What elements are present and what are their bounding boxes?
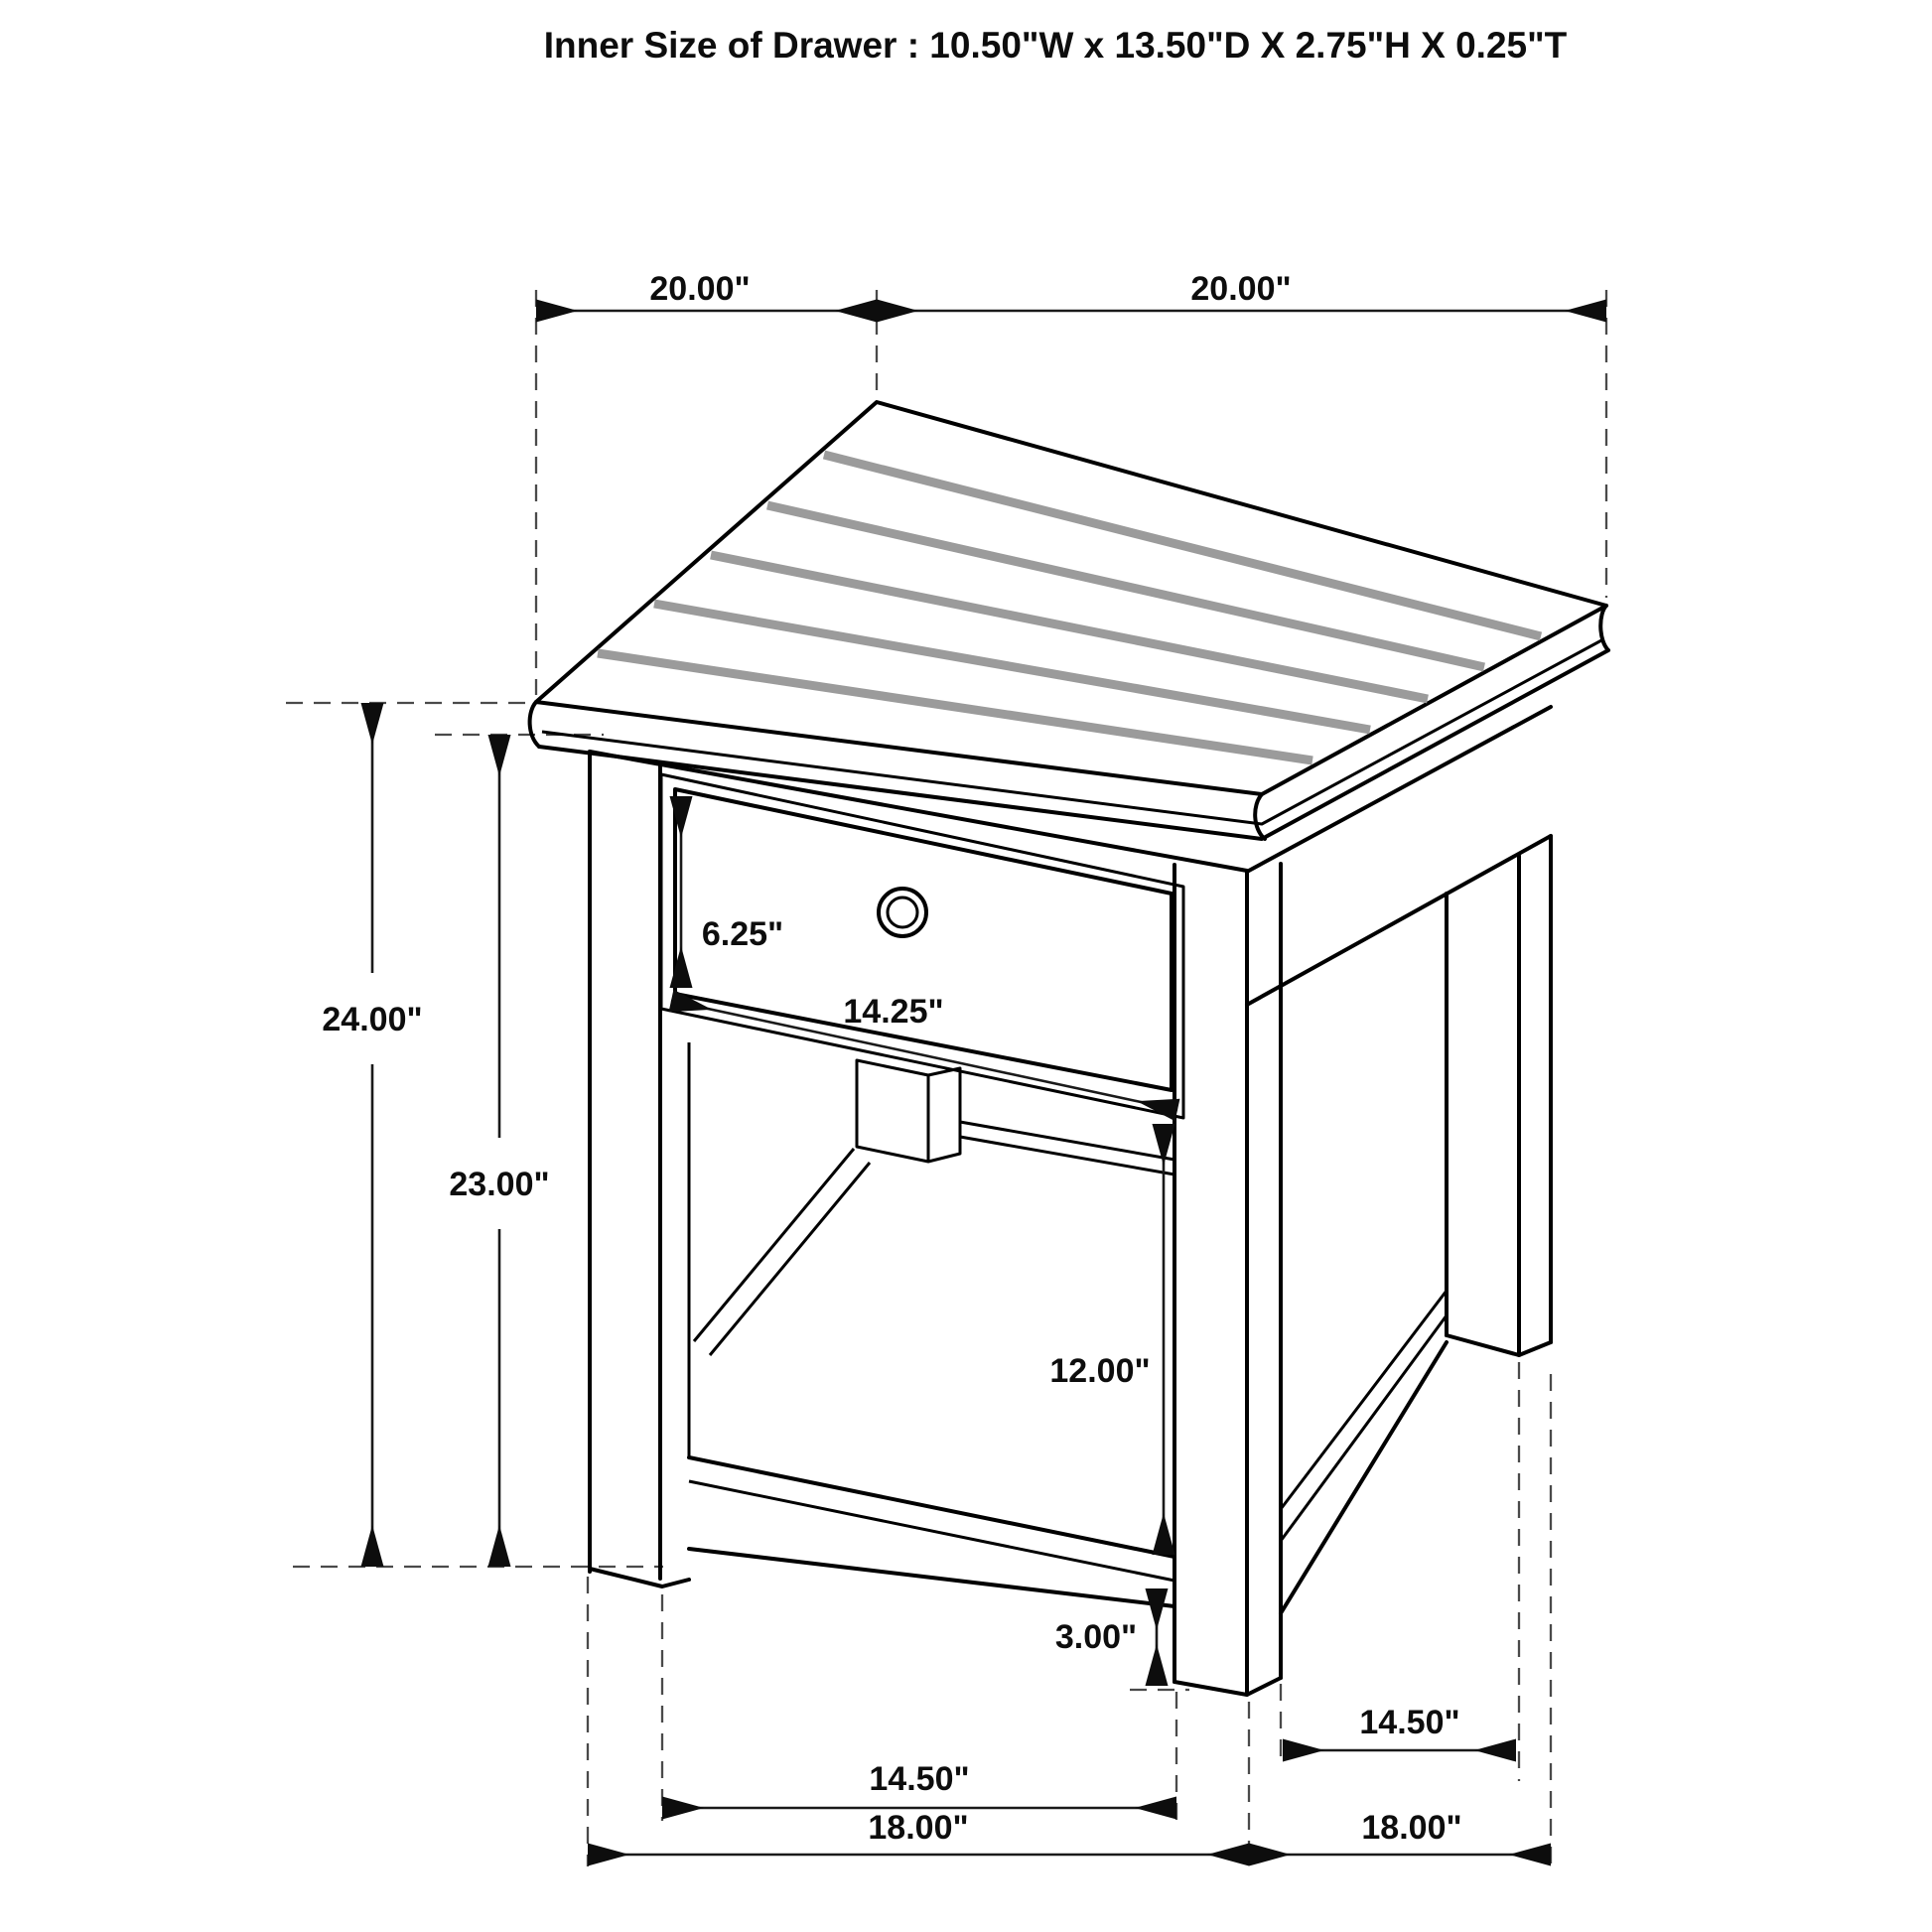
drawing-title: Inner Size of Drawer : 10.50"W x 13.50"D X 2.75"H X 0.25"T	[543, 25, 1568, 66]
dim-top-width-right: 20.00"	[1190, 270, 1292, 308]
dim-overall-height: 24.00"	[322, 1001, 423, 1038]
dim-front-width-outer: 18.00"	[868, 1809, 969, 1847]
rear-right-leg-foot	[1447, 1335, 1551, 1355]
dimension-lines	[372, 311, 1606, 1855]
side-apron-top-edge	[1247, 707, 1551, 872]
interior-back-rail-bottom	[960, 1137, 1174, 1174]
front-right-leg-foot	[1174, 1678, 1281, 1695]
shelf-front-top-edge	[689, 1457, 1174, 1557]
interior-back-corner-line-2	[710, 1163, 870, 1355]
tabletop-front-corner	[1255, 794, 1265, 839]
interior-back-rail-top	[960, 1122, 1174, 1160]
front-frame-top-edge	[590, 752, 1247, 871]
tabletop-plank-stripes	[598, 455, 1541, 760]
center-support-block-front	[857, 1060, 928, 1162]
dim-side-depth-outer: 18.00"	[1361, 1809, 1462, 1847]
side-shelf-bottom-edge	[1281, 1315, 1447, 1541]
dim-drawer-height: 6.25"	[701, 915, 784, 953]
side-apron-bottom-edge	[1247, 836, 1551, 1005]
drawer-knob-icon	[879, 889, 926, 936]
dim-compartment-height: 12.00"	[1049, 1352, 1151, 1390]
table-front	[590, 752, 1281, 1695]
front-left-leg-foot	[590, 1569, 689, 1587]
tabletop	[530, 402, 1608, 839]
extension-lines	[286, 290, 1606, 1866]
tabletop-left-corner	[530, 702, 539, 747]
interior-back-corner-line	[694, 1149, 854, 1341]
shelf-front-bottom-edge	[689, 1481, 1174, 1581]
dim-top-width-left: 20.00"	[649, 270, 751, 308]
dim-drawer-width: 14.25"	[843, 993, 944, 1031]
tabletop-right-corner	[1600, 606, 1608, 650]
dim-front-span-inner: 14.50"	[869, 1760, 970, 1798]
dim-foot-height: 3.00"	[1054, 1618, 1138, 1656]
front-stretcher-bottom-edge	[689, 1549, 1174, 1606]
dim-under-top-height: 23.00"	[449, 1166, 550, 1203]
tabletop-surface	[536, 402, 1606, 794]
dim-side-span-inner: 14.50"	[1359, 1704, 1460, 1741]
table-right-side	[1247, 707, 1551, 1613]
drawer-knob-inner-ring	[888, 897, 917, 927]
center-support-block-side	[928, 1068, 960, 1162]
